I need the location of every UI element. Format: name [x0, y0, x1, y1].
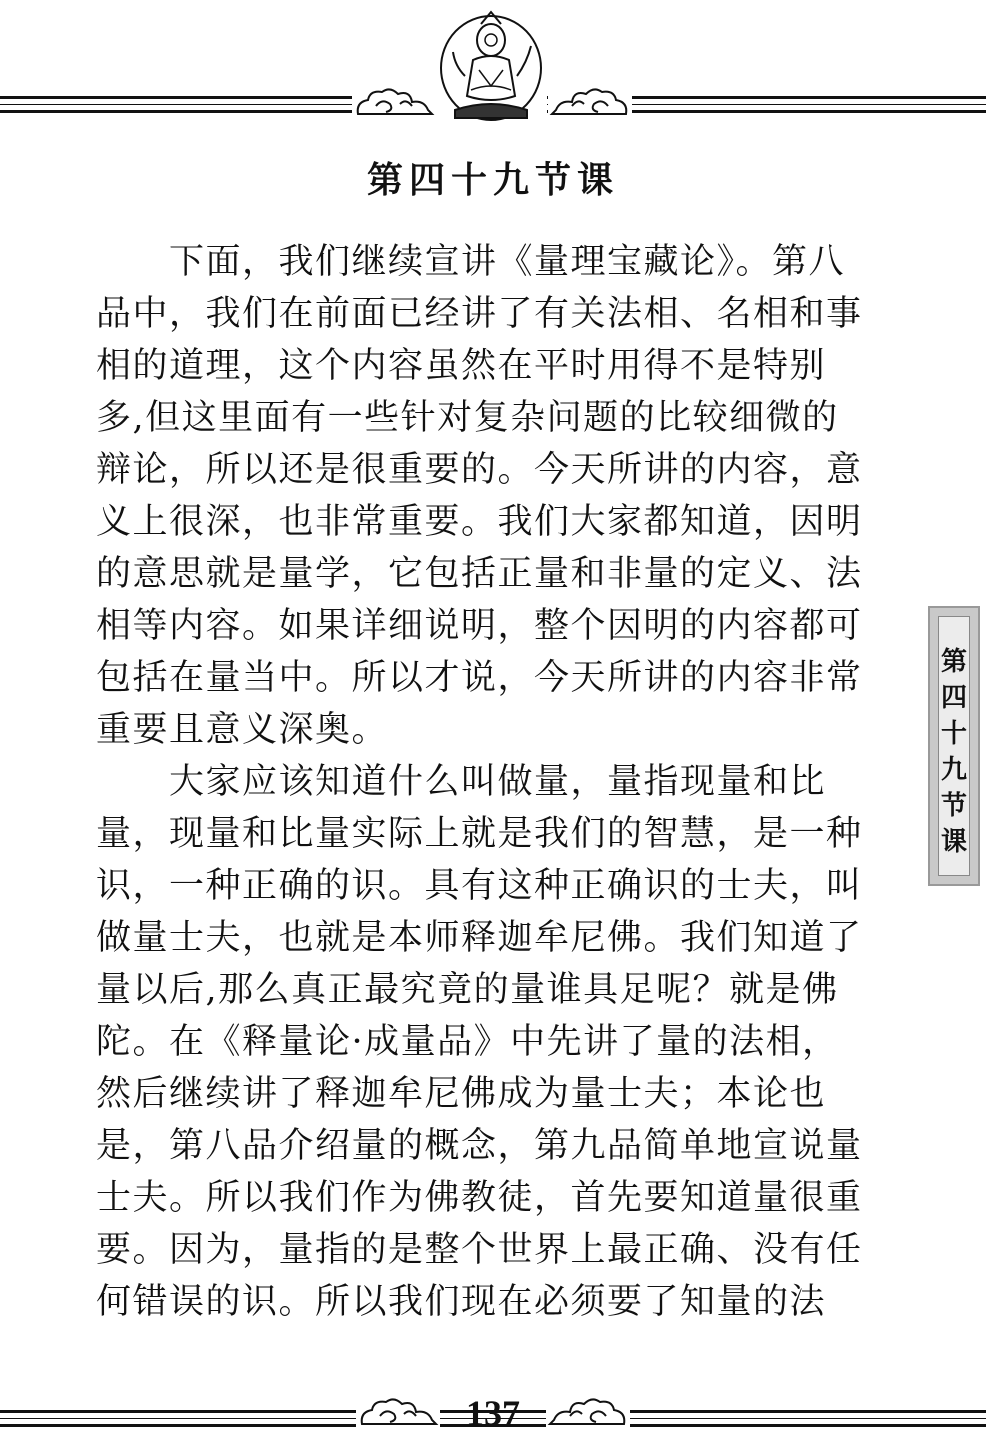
text-line: 相等内容。如果详细说明，整个因明的内容都可 [96, 606, 863, 646]
text-line: 下面，我们继续宣讲《量理宝藏论》。第八 [96, 242, 846, 282]
side-tab-char: 第 [940, 647, 967, 677]
text-line: 大家应该知道什么叫做量，量指现量和比 [96, 762, 827, 802]
side-tab-char: 四 [940, 683, 967, 713]
text-line: 品中，我们在前面已经讲了有关法相、名相和事 [96, 294, 863, 334]
buddha-figure-icon [435, 6, 547, 124]
side-tab-char: 节 [940, 791, 967, 821]
body-text [96, 236, 896, 1328]
side-tab-char: 九 [940, 755, 967, 785]
text-line: 何错误的识。所以我们现在必须要了知量的法 [96, 1282, 827, 1322]
text-line: 辩论，所以还是很重要的。今天所讲的内容，意 [96, 450, 863, 490]
text-line: 是，第八品介绍量的概念，第九品简单地宣说量 [96, 1126, 863, 1166]
cloud-ornament-icon [352, 84, 436, 120]
side-tab-char: 课 [940, 827, 967, 857]
text-line: 做量士夫，也就是本师释迦牟尼佛。我们知道了 [96, 918, 863, 958]
chapter-side-tab [928, 606, 980, 886]
text-line: 士夫。所以我们作为佛教徒，首先要知道量很重 [96, 1178, 863, 1218]
cloud-ornament-icon [548, 84, 632, 120]
text-line: 要。因为，量指的是整个世界上最正确、没有任 [96, 1230, 863, 1270]
text-line: 识，一种正确的识。具有这种正确识的士夫，叫 [96, 866, 863, 906]
page-title: 第四十九节课 [366, 160, 619, 201]
text-line: 包括在量当中。所以才说，今天所讲的内容非常 [96, 658, 863, 698]
text-line: 然后继续讲了释迦牟尼佛成为量士夫；本论也 [96, 1074, 827, 1114]
text-line: 重要且意义深奥。 [96, 710, 389, 750]
side-tab-char: 十 [940, 719, 967, 749]
text-line: 的意思就是量学，它包括正量和非量的定义、法 [96, 554, 863, 594]
text-line: 相的道理，这个内容虽然在平时用得不是特别 [96, 346, 827, 386]
text-line: 量以后,那么真正最究竟的量谁具足呢？就是佛 [96, 970, 839, 1010]
text-line: 义上很深，也非常重要。我们大家都知道，因明 [96, 502, 863, 542]
text-line: 多,但这里面有一些针对复杂问题的比较细微的 [96, 398, 839, 438]
page-number: 137 [466, 1393, 520, 1433]
text-line: 陀。在《释量论·成量品》中先讲了量的法相， [96, 1022, 839, 1062]
chapter-side-tab-label [930, 644, 978, 860]
text-line: 量，现量和比量实际上就是我们的智慧，是一种 [96, 814, 863, 854]
